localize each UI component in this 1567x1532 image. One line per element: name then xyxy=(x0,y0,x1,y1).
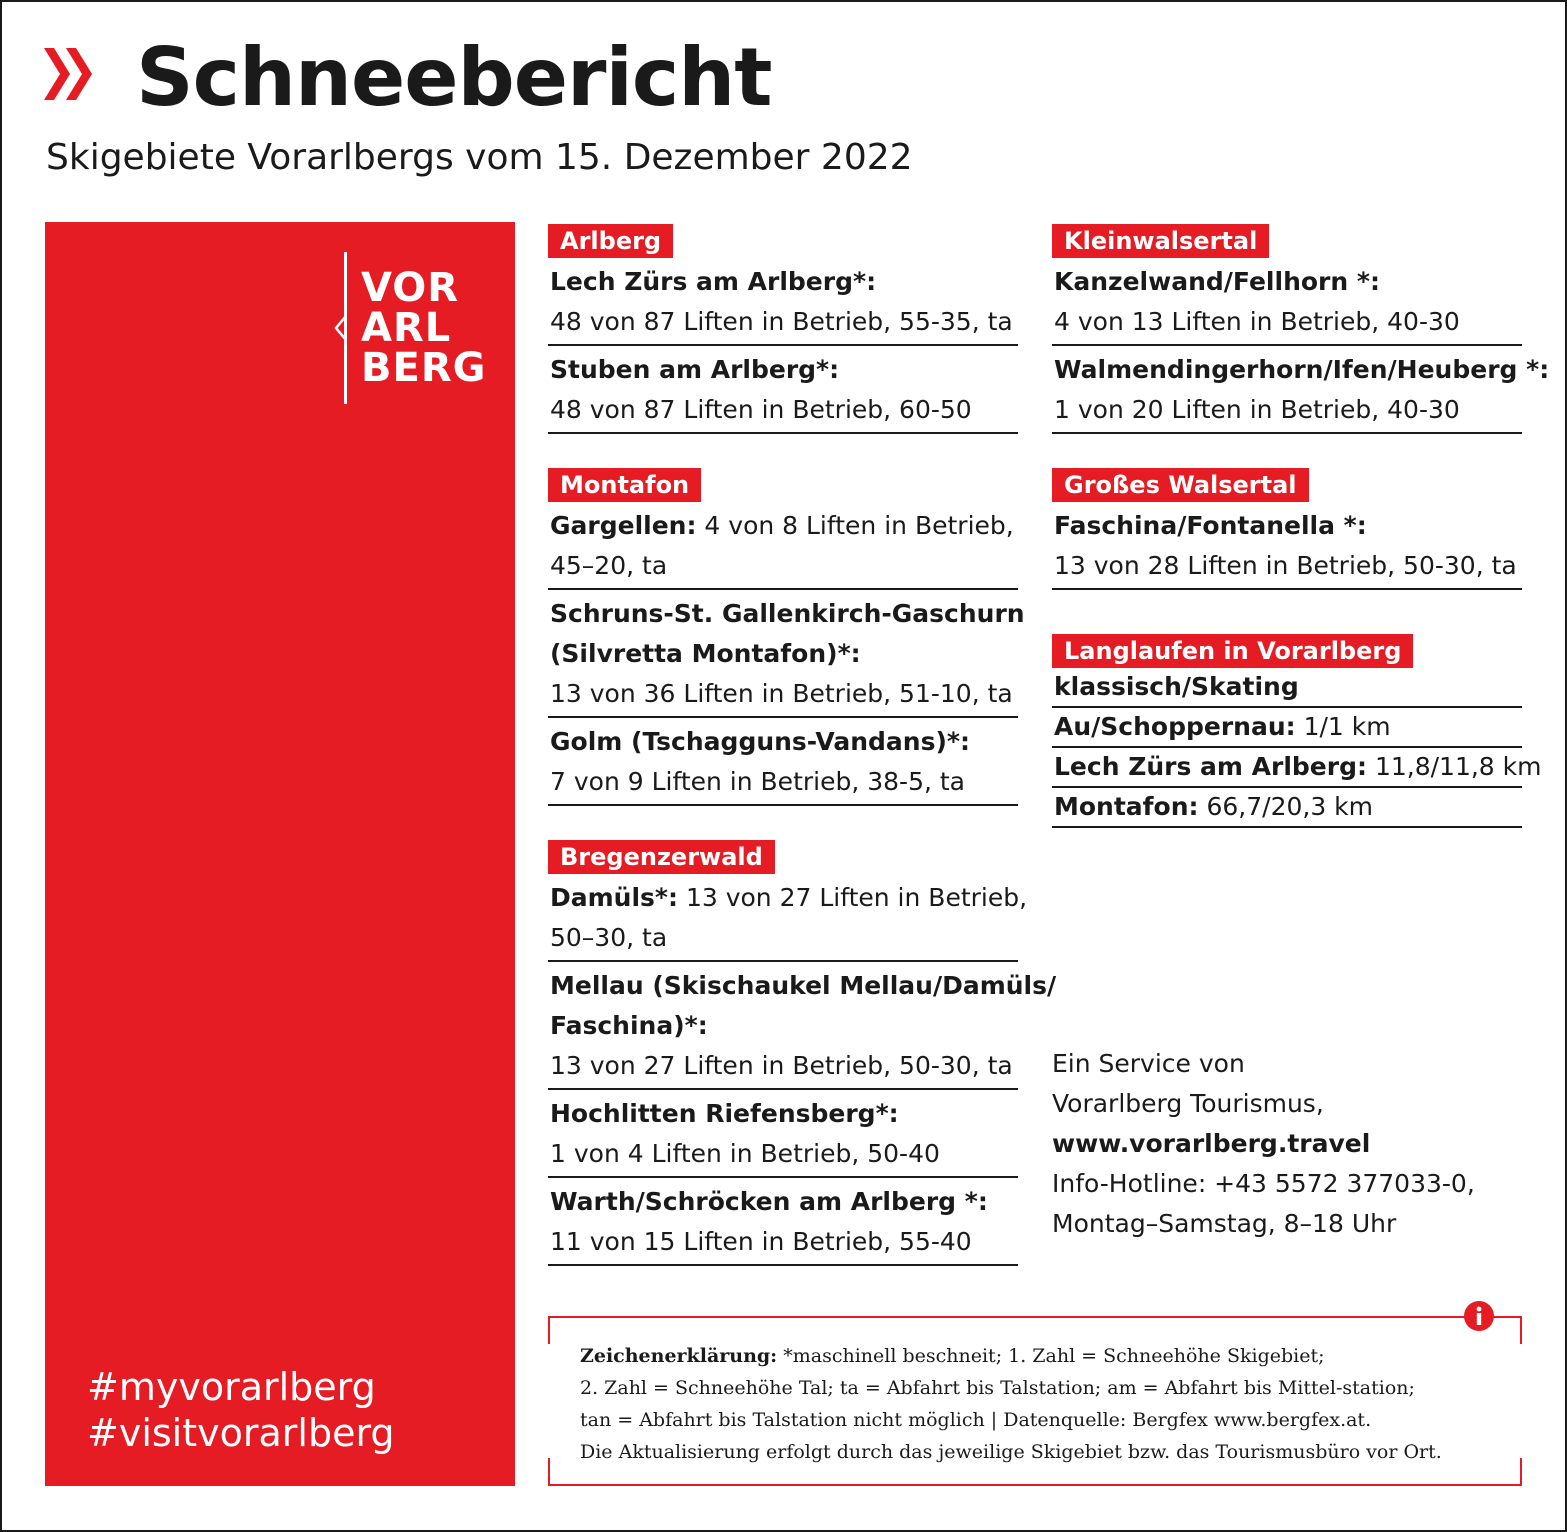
langlauf-subheading xyxy=(1052,668,1522,708)
resort-entry xyxy=(1052,258,1522,346)
right-column xyxy=(1052,224,1550,828)
resort-detail: 1 von 20 Liften in Betrieb, 40-30 xyxy=(1054,395,1460,424)
logo-line-3: BERG xyxy=(361,345,487,391)
resort-detail: 11 von 15 Liften in Betrieb, 55-40 xyxy=(550,1227,972,1256)
hashtags xyxy=(87,1364,395,1456)
logo-line-2: ARL xyxy=(361,305,452,351)
section-kleinwalsertal xyxy=(1052,224,1550,434)
resort-entry xyxy=(548,1178,1018,1266)
resort-entry xyxy=(548,346,1018,434)
legend-box xyxy=(548,1316,1522,1486)
langlauf-row xyxy=(1052,708,1522,748)
langlauf-value: 1/1 km xyxy=(1295,712,1391,741)
region-tag-kleinwalsertal: Kleinwalsertal xyxy=(1052,224,1269,258)
resort-detail: 45–20, ta xyxy=(550,551,668,580)
hashtag-myvorarlberg: #myvorarlberg xyxy=(87,1365,376,1409)
legend-line-4: Die Aktualisierung erfolgt durch das jeweilige Skigebiet bzw. das Tourismusbüro vor Ort. xyxy=(580,1441,1442,1463)
region-tag-arlberg: Arlberg xyxy=(548,224,673,258)
resort-detail: 48 von 87 Liften in Betrieb, 60-50 xyxy=(550,395,972,424)
langlauf-value: 11,8/11,8 km xyxy=(1367,752,1542,781)
langlauf-value: 66,7/20,3 km xyxy=(1198,792,1374,821)
resort-entry xyxy=(548,962,1057,1090)
langlauf-name: Lech Zürs am Arlberg: xyxy=(1054,752,1367,781)
double-chevron-icon xyxy=(44,44,96,104)
langlauf-subheading-text: klassisch/Skating xyxy=(1054,672,1299,701)
resort-name: Damüls*: xyxy=(550,883,678,912)
legend-line-3: tan = Abfahrt bis Talstation nicht möglich | Datenquelle: Bergfex www.bergfex.at. xyxy=(580,1409,1372,1431)
resort-detail-inline: 4 von 8 Liften in Betrieb, xyxy=(696,511,1014,540)
resort-name: Golm (Tschagguns-Vandans)*: xyxy=(550,727,970,756)
section-bregenzerwald xyxy=(548,840,1057,1266)
resort-detail: 4 von 13 Liften in Betrieb, 40-30 xyxy=(1054,307,1460,336)
logo-line-1: VOR xyxy=(361,265,460,311)
service-info xyxy=(1052,1044,1475,1244)
resort-name-cont: (Silvretta Montafon)*: xyxy=(550,639,861,668)
legend-text xyxy=(580,1340,1500,1468)
resort-name: Gargellen: xyxy=(550,511,697,540)
resort-entry xyxy=(548,1090,1018,1178)
resort-name: Warth/Schröcken am Arlberg *: xyxy=(550,1187,988,1216)
website-link[interactable]: www.vorarlberg.travel xyxy=(1052,1129,1371,1158)
resort-detail: 13 von 28 Liften in Betrieb, 50-30, ta xyxy=(1054,551,1517,580)
resort-name: Hochlitten Riefensberg*: xyxy=(550,1099,899,1128)
legend-line-1: *maschinell beschneit; 1. Zahl = Schneehöhe Skigebiet; xyxy=(777,1345,1325,1367)
region-tag-grosses-walsertal: Großes Walsertal xyxy=(1052,468,1309,502)
langlauf-name: Montafon: xyxy=(1054,792,1199,821)
legend-label: Zeichenerklärung: xyxy=(580,1345,778,1367)
resort-detail: 13 von 36 Liften in Betrieb, 51-10, ta xyxy=(550,679,1013,708)
hashtag-visitvorarlberg: #visitvorarlberg xyxy=(87,1411,395,1455)
resort-detail: 13 von 27 Liften in Betrieb, 50-30, ta xyxy=(550,1051,1013,1080)
resort-detail: 48 von 87 Liften in Betrieb, 55-35, ta xyxy=(550,307,1013,336)
resort-name: Mellau (Skischaukel Mellau/Damüls/ xyxy=(550,971,1057,1000)
page-subtitle: Skigebiete Vorarlbergs vom 15. Dezember 2022 xyxy=(46,137,913,178)
opening-hours: Montag–Samstag, 8–18 Uhr xyxy=(1052,1209,1397,1238)
resort-detail: 1 von 4 Liften in Betrieb, 50-40 xyxy=(550,1139,940,1168)
resort-detail: 7 von 9 Liften in Betrieb, 38-5, ta xyxy=(550,767,965,796)
resort-name: Kanzelwand/Fellhorn *: xyxy=(1054,267,1380,296)
section-grosses-walsertal xyxy=(1052,468,1522,590)
resort-detail: 50–30, ta xyxy=(550,923,668,952)
section-arlberg xyxy=(548,224,1018,434)
logo-notch-icon xyxy=(334,316,348,340)
hotline: Info-Hotline: +43 5572 377033-0, xyxy=(1052,1169,1475,1198)
langlauf-row xyxy=(1052,748,1542,788)
resort-name: Stuben am Arlberg*: xyxy=(550,355,840,384)
resort-name: Lech Zürs am Arlberg*: xyxy=(550,267,877,296)
resort-name-cont: Faschina)*: xyxy=(550,1011,708,1040)
left-column xyxy=(548,224,1057,1266)
section-montafon xyxy=(548,468,1025,806)
region-tag-montafon: Montafon xyxy=(548,468,701,502)
resort-entry xyxy=(1052,346,1550,434)
resort-entry xyxy=(1052,502,1522,590)
brand-panel xyxy=(45,222,515,1486)
resort-entry xyxy=(548,258,1018,346)
langlauf-row xyxy=(1052,788,1522,828)
vorarlberg-logo xyxy=(361,265,487,391)
resort-entry xyxy=(548,502,1018,590)
resort-detail-inline: 13 von 27 Liften in Betrieb, xyxy=(678,883,1028,912)
region-tag-langlaufen: Langlaufen in Vorarlberg xyxy=(1052,634,1413,668)
resort-name: Walmendingerhorn/Ifen/Heuberg *: xyxy=(1054,355,1550,384)
legend-line-2: 2. Zahl = Schneehöhe Tal; ta = Abfahrt bis Talstation; am = Abfahrt bis Mittel-station; xyxy=(580,1377,1415,1399)
resort-name: Schruns-St. Gallenkirch-Gaschurn xyxy=(550,599,1025,628)
resort-entry xyxy=(548,874,1028,962)
region-tag-bregenzerwald: Bregenzerwald xyxy=(548,840,775,874)
service-line-2: Vorarlberg Tourismus, xyxy=(1052,1089,1324,1118)
page-title: Schneebericht xyxy=(136,31,772,124)
section-langlaufen xyxy=(1052,634,1542,828)
resort-name: Faschina/Fontanella *: xyxy=(1054,511,1367,540)
service-line-1: Ein Service von xyxy=(1052,1049,1245,1078)
resort-entry xyxy=(548,590,1025,718)
langlauf-name: Au/Schoppernau: xyxy=(1054,712,1296,741)
info-icon xyxy=(1463,1300,1495,1332)
resort-entry xyxy=(548,718,1018,806)
